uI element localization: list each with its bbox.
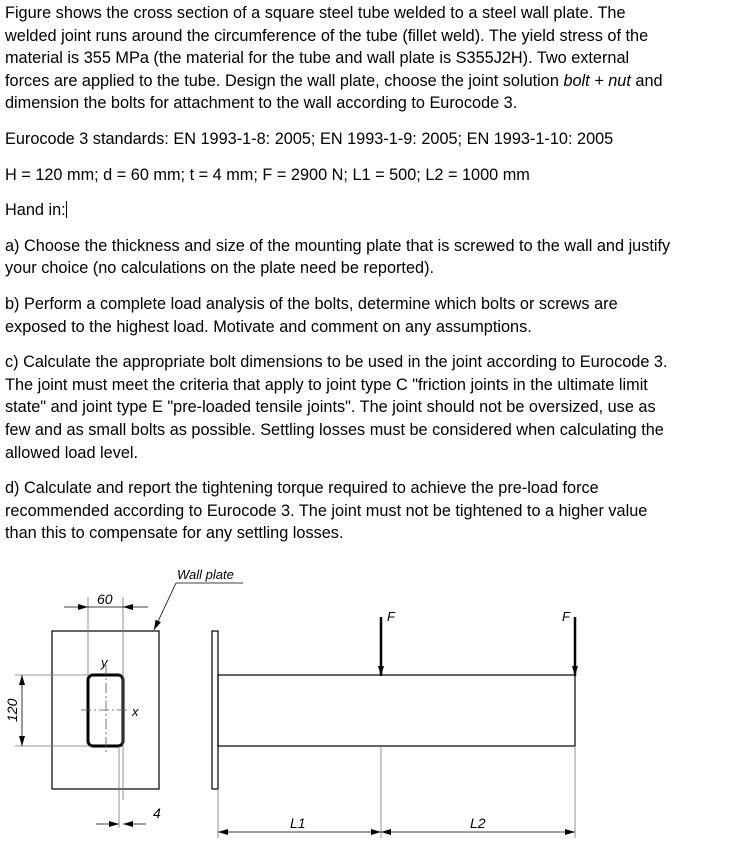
task-a [5, 235, 755, 280]
text-line: recommended according to Eurocode 3. The joint must not be tightened to a higher value [5, 501, 648, 520]
hand-in-label: Hand in: [5, 201, 66, 220]
dim-4-label: 4 [153, 805, 161, 821]
text-line: dimension the bolts for attachment to the wall according to Eurocode 3. [5, 94, 518, 113]
side-view [212, 609, 575, 838]
task-d [5, 477, 755, 545]
text-line: The joint must meet the criteria that apply to joint type C "friction joints in the ultimate limit [5, 375, 648, 394]
text-line: state" and joint type E "pre-loaded tensile joints". The joint should not be oversized, use as [5, 398, 656, 417]
text-line: few and as small bolts as possible. Settling losses must be considered when calculating the [5, 420, 664, 439]
x-axis-label: x [132, 704, 139, 719]
text-line: exposed to the highest load. Motivate and comment on any assumptions. [5, 317, 532, 336]
text-segment: and [630, 71, 663, 90]
text-cursor [66, 201, 67, 218]
dim-L1-label: L1 [290, 815, 306, 831]
text-segment: forces are applied to the tube. Design the wall plate, choose the joint solution [5, 71, 564, 90]
hand-in-paragraph [5, 199, 755, 222]
text-line [5, 70, 755, 93]
dim-L2-label: L2 [470, 815, 486, 831]
text-line: H = 120 mm; d = 60 mm; t = 4 mm; F = 2900 N; L1 = 500; L2 = 1000 mm [5, 165, 530, 184]
y-axis-label: y [101, 655, 108, 670]
parameters-paragraph [5, 164, 755, 187]
front-view [4, 567, 243, 828]
text-line: c) Calculate the appropriate bolt dimensions to be used in the joint according to Eurocode 3. [5, 353, 668, 372]
text-line: than this to compensate for any settling losses. [5, 524, 344, 543]
intro-paragraph [5, 2, 755, 115]
tube-side [218, 675, 575, 746]
wall-plate-label: Wall plate [177, 567, 234, 582]
text-line: Figure shows the cross section of a square steel tube welded to a steel wall plate. The [5, 4, 626, 22]
text-line: welded joint runs around the circumference of the tube (fillet weld). The yield stress of the [5, 26, 649, 45]
emphasis-bolt-nut: bolt + nut [563, 71, 631, 90]
text-line: allowed load level. [5, 443, 139, 462]
dim-60-label: 60 [97, 591, 113, 607]
text-line: d) Calculate and report the tightening torque required to achieve the pre-load force [5, 479, 599, 498]
wall-plate-side [212, 631, 218, 789]
tube-section-outer [88, 675, 123, 746]
problem-text [5, 2, 755, 558]
text-line: a) Choose the thickness and size of the mounting plate that is screwed to the wall and justify [5, 236, 671, 255]
text-line: b) Perform a complete load analysis of the bolts, determine which bolts or screws are [5, 294, 618, 313]
task-c [5, 351, 755, 464]
text-line: your choice (no calculations on the plate need be reported). [5, 259, 435, 278]
task-b [5, 293, 755, 338]
tube-section-inner [90, 677, 121, 744]
force-2-label: F [562, 609, 570, 624]
technical-drawing [0, 555, 756, 845]
standards-paragraph [5, 128, 755, 151]
force-1-label: F [387, 609, 395, 624]
dim-120-label: 120 [4, 698, 20, 722]
text-line: material is 355 MPa (the material for the tube and wall plate is S355J2H). Two external [5, 49, 630, 68]
text-line: Eurocode 3 standards: EN 1993-1-8: 2005; EN 1993-1-9: 2005; EN 1993-1-10: 2005 [5, 129, 614, 148]
wall-plate-leader [154, 583, 176, 630]
